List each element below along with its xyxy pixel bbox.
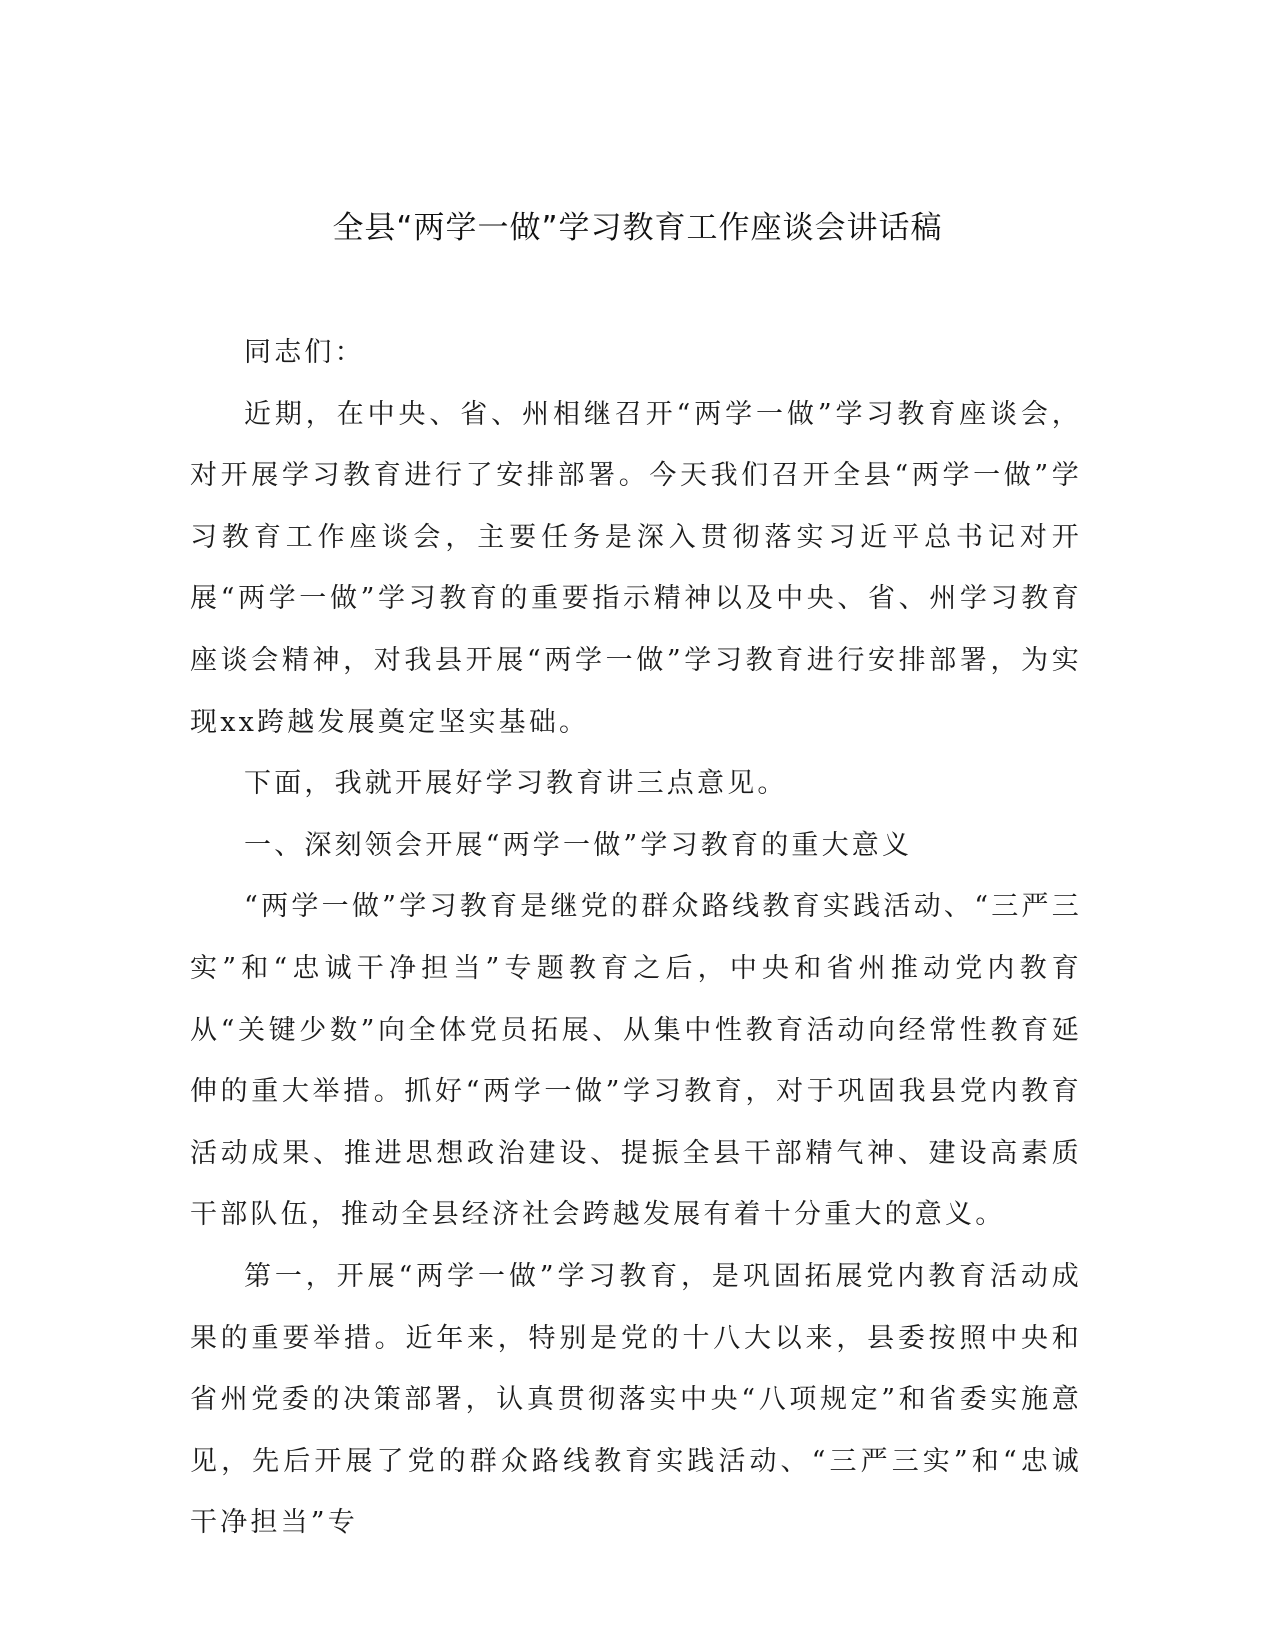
outline-paragraph: 下面，我就开展好学习教育讲三点意见。 — [244, 768, 788, 800]
point-one-paragraph: 第一，开展“两学一做”学习教育，是巩固拓展党内教育活动成果的重要举措。近年来，特别是党的十八大以来，县委按照中央和省州党委的决策部署，认真贯彻落实中央“八项规定”和省委实施意见，先后开展了党的群众路线教育实践活动、“三严三实”和“忠诚干净担当”专 — [190, 1260, 1082, 1539]
document-body — [190, 322, 1082, 1554]
document-title: 全县“两学一做”学习教育工作座谈会讲话稿 — [332, 210, 943, 246]
significance-paragraph: “两学一做”学习教育是继党的群众路线教育实践活动、“三严三实”和“忠诚干净担当”专题教育之后，中央和省州推动党内教育从“关键少数”向全体党员拓展、从集中性教育活动向经常性教育延伸的重大举措。抓好“两学一做”学习教育，对于巩固我县党内教育活动成果、推进思想政治建设、提振全县干部精气神、建设高素质干部队伍，推动全县经济社会跨越发展有着十分重大的意义。 — [190, 891, 1082, 1231]
section-heading-1: 一、深刻领会开展“两学一做”学习教育的重大意义 — [244, 829, 913, 861]
intro-paragraph: 近期，在中央、省、州相继召开“两学一做”学习教育座谈会，对开展学习教育进行了安排部署。今天我们召开全县“两学一做”学习教育工作座谈会，主要任务是深入贯彻落实习近平总书记对开展“两学一做”学习教育的重要指示精神以及中央、省、州学习教育座谈会精神，对我县开展“两学一做”学习教育进行安排部署，为实现xx跨越发展奠定坚实基础。 — [190, 398, 1082, 738]
salutation-paragraph: 同志们： — [244, 337, 365, 368]
